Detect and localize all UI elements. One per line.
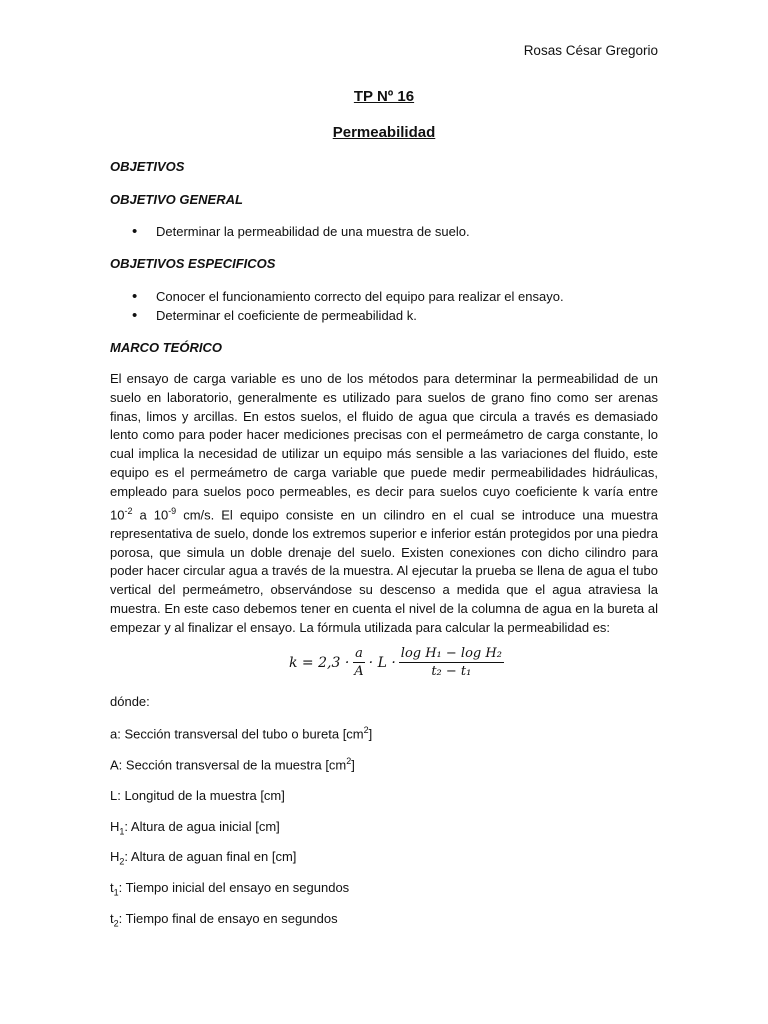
list-item: • Determinar la permeabilidad de una muestra de suelo.	[132, 222, 470, 241]
definition-L: L: Longitud de la muestra [cm]	[110, 788, 285, 803]
fraction-numerator: a	[355, 646, 363, 661]
heading-objetivo-general: OBJETIVO GENERAL	[110, 192, 243, 207]
definition-t2: $t_2$: Tiempo final de ensayo en segundos	[110, 911, 338, 929]
general-objectives-list	[132, 222, 470, 241]
theory-paragraph	[110, 370, 658, 637]
page-title: TP Nº 16	[353, 88, 415, 105]
fraction-denominator: A	[354, 664, 364, 679]
paragraph-text-1: El ensayo de carga variable es uno de los métodos para determinar la permeabilidad de un suelo en laboratorio, generalmente es utilizado para suelos de grano fino como ser arenas finas, limos y arcillas. En estos suelos, el fluido de agua que circula a través es demasiado lento como para poder hacer mediciones precisas con el permeámetro de carga constante, lo cual implica la necesidad de utilizar un equipo más sensible a las variaciones del fluido, este equipo es el permeámetro de carga variable que puede medir permeabilidades hidráulicas, empleado para suelos poco permeables, es decir para suelos cuyo coeficiente k varía entre 10	[110, 371, 658, 522]
heading-marco-teorico: MARCO TEÓRICO	[110, 340, 222, 355]
formula-mid: · L ·	[368, 654, 396, 671]
definition-H1: $H_1$: Altura de agua inicial [cm]	[110, 819, 280, 837]
fraction-denominator: t₂ − t₁	[431, 664, 472, 679]
heading-objetivos: OBJETIVOS	[110, 159, 185, 174]
exponent-1: -2	[124, 505, 133, 516]
fraction-numerator: log H₁ − log H₂	[400, 646, 502, 661]
list-item: • Conocer el funcionamiento correcto del equipo para realizar el ensayo.	[132, 287, 564, 306]
author-name: Rosas César Gregorio	[523, 43, 658, 58]
donde-label: dónde:	[110, 694, 150, 709]
permeability-formula	[289, 646, 507, 679]
definition-A: A: Sección transversal de la muestra $[cm^2]$	[110, 756, 355, 773]
definition-a: a: Sección transversal del tubo o bureta $[cm^2]$	[110, 725, 373, 742]
exponent-2: -9	[168, 505, 177, 516]
formula-lhs: k = 2,3 ·	[289, 654, 350, 671]
specific-objectives-list	[132, 287, 564, 325]
list-item: • Determinar el coeficiente de permeabilidad k.	[132, 306, 564, 325]
definition-t1: $t_1$: Tiempo inicial del ensayo en segundos	[110, 880, 350, 898]
definition-H2: $H_2$: Altura de aguan final en [cm]	[110, 849, 297, 867]
paragraph-text-mid: a 10	[132, 506, 169, 522]
formula-fraction-log	[399, 646, 504, 679]
heading-objetivos-especificos: OBJETIVOS ESPECIFICOS	[110, 256, 276, 271]
formula-fraction-area	[352, 646, 365, 679]
page-subtitle: Permeabilidad	[332, 124, 436, 141]
paragraph-text-2: cm/s. El equipo consiste en un cilindro en el cual se introduce una muestra representativa de suelo, donde los extremos superior e inferior están protegidos por una piedra porosa, que simula un doble drenaje del suelo. Existen conexiones con dicho cilindro para poder hacer circular agua a través de la muestra. Al ejecutar la prueba se llena de agua el tubo vertical del permeámetro, observándose su descenso a medida que el agua atraviesa la muestra. En este caso debemos tener en cuenta el nivel de la columna de agua en la bureta al empezar y al finalizar el ensayo. La fórmula utilizada para calcular la permeabilidad es:	[110, 506, 658, 635]
